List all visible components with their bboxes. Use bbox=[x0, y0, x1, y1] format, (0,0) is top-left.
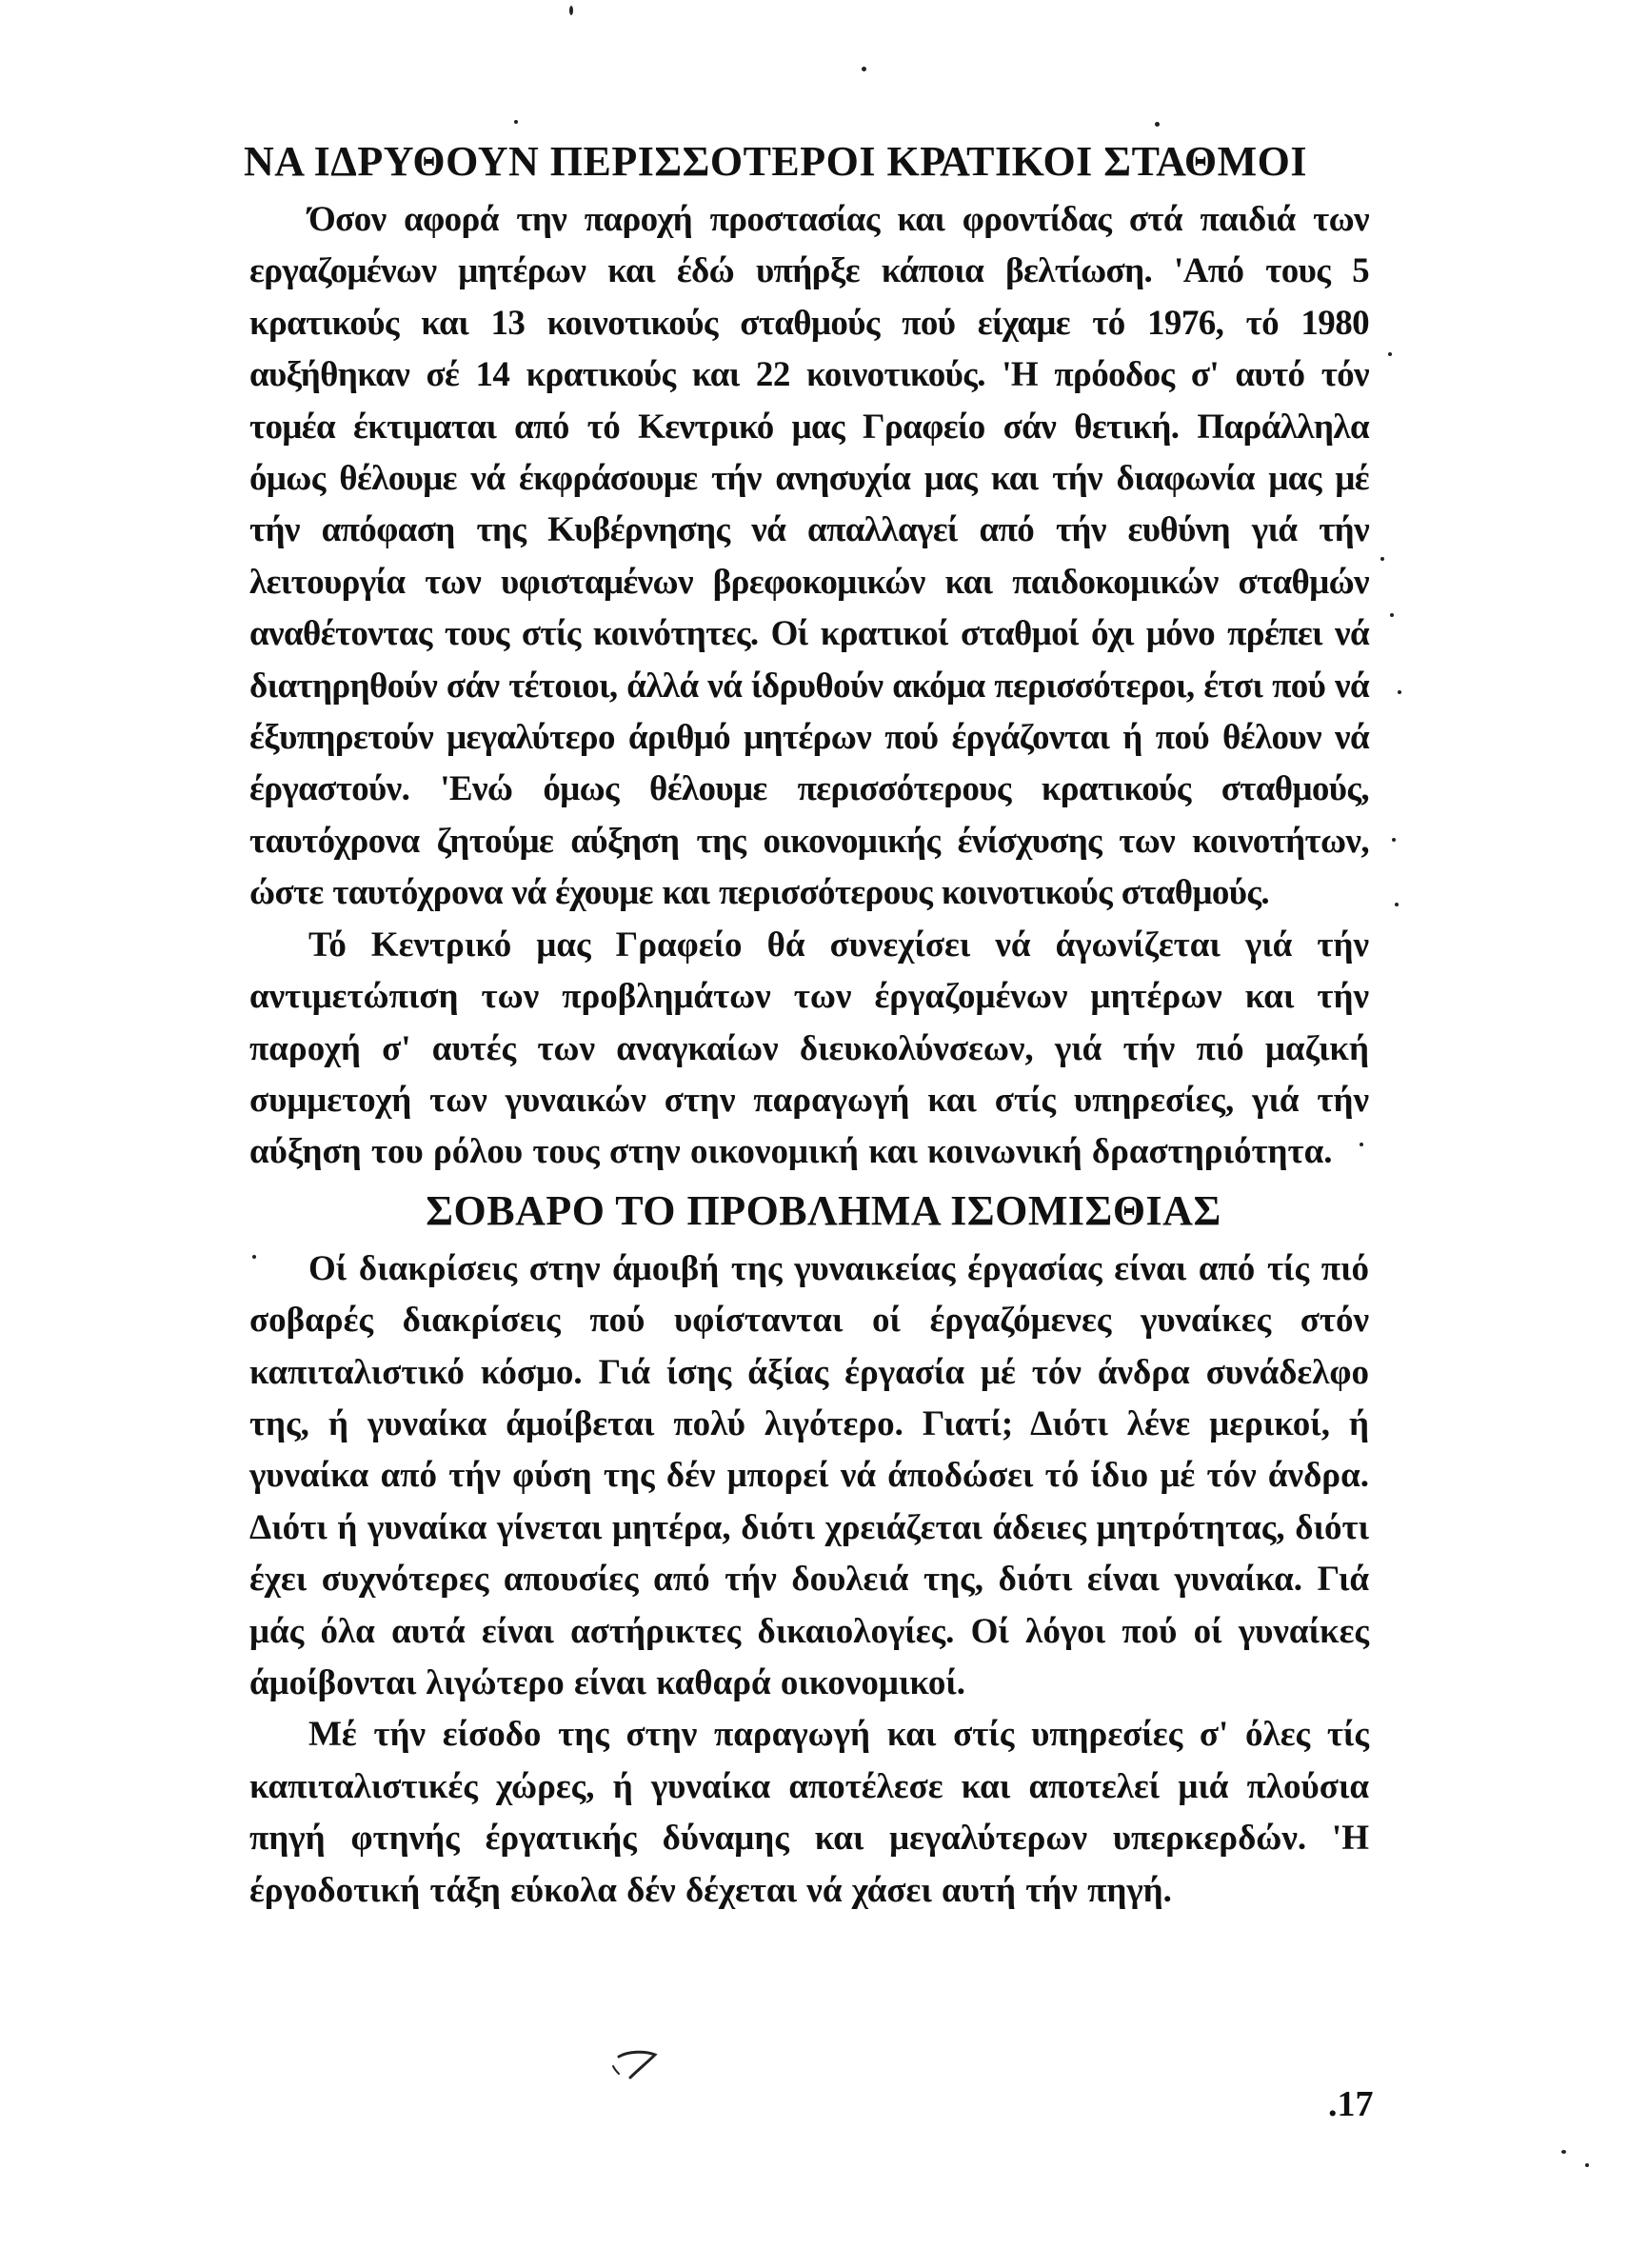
scan-speck bbox=[1585, 2163, 1589, 2167]
scan-speck bbox=[569, 6, 573, 15]
section-heading-state-nurseries: ΝΑ ΙΔΡΥΘΟΥΝ ΠΕΡΙΣΣΟΤΕΡΟΙ ΚΡΑΤΙΚΟΙ ΣΤΑΘΜΟΙ bbox=[244, 138, 1307, 185]
paragraph-pay-discrimination: Οί διακρίσεις στην άμοιβή της γυναικείας έργασίας είναι από τίς πιό σοβαρές διακρίσεις πού υφίστανται οί έργαζόμενες γυναίκες στόν καπιταλιστικό κόσμο. Γιά ίσης άξίας έργασία μέ τόν άνδρα συνάδελφο της, ή γυναίκα άμοίβεται πολύ λιγότερο. Γιατί; Διότι λένε μερικοί, ή γυναίκα από τήν φύση της δέν μπορεί νά άποδώσει τό ίδιο μέ τόν άνδρα. Διότι ή γυναίκα γίνεται μητέρα, διότι χρειάζεται άδειες μητρότητας, διότι έχει συχνότερες απουσίες από τήν δουλειά της, διότι είναι γυναίκα. Γιά μάς όλα αυτά είναι αστήρικτες δικαιολογίες. Οί λόγοι πού οί γυναίκες άμοίβονται λιγώτερο είναι καθαρά οικονομικοί. bbox=[249, 1248, 1369, 1702]
scan-speck bbox=[252, 1255, 256, 1259]
scan-speck bbox=[1392, 838, 1396, 842]
section-heading-equal-pay: ΣΟΒΑΡΟ ΤΟ ΠΡΟΒΛΗΜΑ ΙΣΟΜΙΣΘΙΑΣ bbox=[426, 1186, 1221, 1234]
paragraph-nursery-stations: Όσον αφορά την παροχή προστασίας και φροντίδας στά παιδιά των εργαζομένων μητέρων και έδώ υπήρξε κάποια βελτίωση. 'Από τους 5 κρατικούς και 13 κοινοτικούς σταθμούς πού είχαμε τό 1976, τό 1980 αυξήθηκαν σέ 14 κρατικούς και 22 κοινοτικούς. 'Η πρόοδος σ' αυτό τόν τομέα έκτιμαται από τό Κεντρικό μας Γραφείο σάν θετική. Παράλληλα όμως θέλουμε νά έκφράσουμε τήν ανησυχία μας και τήν διαφωνία μας μέ τήν απόφαση της Κυβέρνησης νά απαλλαγεί από τήν ευθύνη γιά τήν λειτουργία των υφισταμένων βρεφοκομικών και παιδοκομικών σταθμών αναθέτοντας τους στίς κοινότητες. Οί κρατικοί σταθμοί όχι μόνο πρέπει νά διατηρηθούν σάν τέτοιοι, άλλά νά ίδρυθούν ακόμα περισσότεροι, έτσι πού νά έξυπηρετούν μεγαλύτερο άριθμό μητέρων πού έργάζονται ή πού θέλουν νά έργαστούν. 'Ενώ όμως θέλουμε περισσότερους κρατικούς σταθμούς, ταυτόχρονα ζητούμε αύξηση της οικονομικής ένίσχυσης των κοινοτήτων, ώστε ταυτόχρονα νά έχουμε και περισσότερους κοινοτικούς σταθμούς. bbox=[249, 200, 1369, 913]
scan-speck bbox=[1561, 2150, 1566, 2154]
scan-speck bbox=[1390, 613, 1394, 617]
scan-speck bbox=[1380, 557, 1384, 561]
scan-speck bbox=[1395, 903, 1399, 906]
scan-speck bbox=[1388, 352, 1392, 356]
scan-speck bbox=[1398, 690, 1401, 694]
paragraph-cheap-labour: Μέ τήν είσοδο της στην παραγωγή και στίς υπηρεσίες σ' όλες τίς καπιταλιστικές χώρες, ή γυναίκα αποτέλεσε και αποτελεί μιά πλούσια πηγή φτηνής έργατικής δύναμης και μεγαλύτερων υπερκερδών. 'Η έργοδοτική τάξη εύκολα δέν δέχεται νά χάσει αυτή τήν πηγή. bbox=[249, 1715, 1369, 1910]
scan-speck bbox=[1360, 1143, 1363, 1146]
scan-speck bbox=[514, 120, 518, 124]
page-content bbox=[244, 133, 1369, 1917]
page-number: .17 bbox=[1328, 2084, 1374, 2124]
paragraph-central-office: Τό Κεντρικό μας Γραφείο θά συνεχίσει νά άγωνίζεται γιά τήν αντιμετώπιση των προβλημάτων των έργαζομένων μητέρων και τήν παροχή σ' αυτές των αναγκαίων διευκολύνσεων, γιά τήν πιό μαζική συμμετοχή των γυναικών στην παραγωγή και στίς υπηρεσίες, γιά τήν αύξηση του ρόλου τους στην οικονομική και κοινωνική δραστηριότητα. bbox=[249, 925, 1369, 1172]
scan-speck bbox=[1155, 122, 1160, 127]
handwritten-mark bbox=[609, 2045, 666, 2083]
scan-speck bbox=[862, 67, 866, 71]
